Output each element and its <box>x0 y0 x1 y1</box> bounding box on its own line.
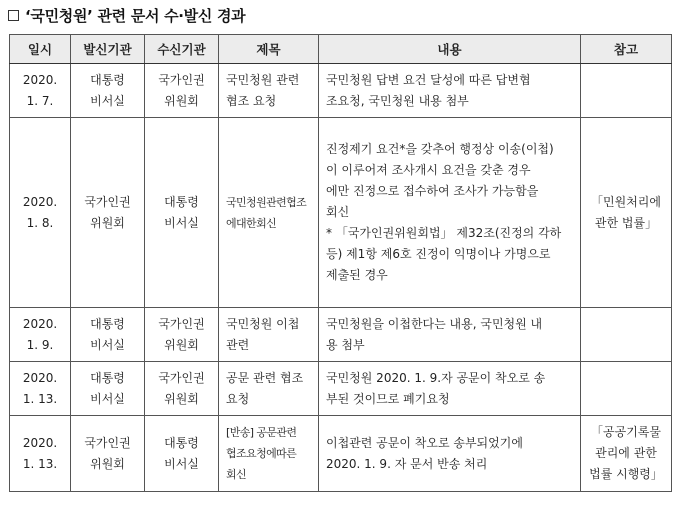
cell-note: 「민원처리에 관한 법률」 <box>581 118 672 308</box>
cell-date: 2020. 1. 8. <box>10 118 71 308</box>
header-content: 내용 <box>319 35 581 64</box>
cell-note <box>581 362 672 416</box>
table-row <box>10 362 672 416</box>
cell-receiver: 대통령 비서실 <box>145 118 219 308</box>
checkbox-square-icon <box>8 10 19 21</box>
table-row <box>10 64 672 118</box>
cell-subject: 국민청원 관련 협조 요청 <box>219 64 319 118</box>
cell-sender: 국가인권 위원회 <box>71 416 145 492</box>
cell-sender: 대통령 비서실 <box>71 362 145 416</box>
cell-content: 국민청원을 이첩한다는 내용, 국민청원 내 용 첨부 <box>319 308 581 362</box>
cell-note <box>581 64 672 118</box>
cell-date: 2020. 1. 7. <box>10 64 71 118</box>
cell-content: 이첩관련 공문이 착오로 송부되었기에 2020. 1. 9. 자 문서 반송 처리 <box>319 416 581 492</box>
cell-date: 2020. 1. 13. <box>10 362 71 416</box>
cell-receiver: 대통령 비서실 <box>145 416 219 492</box>
header-date: 일시 <box>10 35 71 64</box>
cell-receiver: 국가인권 위원회 <box>145 308 219 362</box>
cell-subject: [반송] 공문관련 협조요청에따른 회신 <box>219 416 319 492</box>
cell-receiver: 국가인권 위원회 <box>145 64 219 118</box>
header-receiver: 수신기관 <box>145 35 219 64</box>
cell-content: 진정제기 요건*을 갖추어 행정상 이송(이첩) 이 이루어져 조사개시 요건을 갖춘 경우 에만 진정으로 접수하여 조사가 가능함을 회신 * 「국가인권위원회법」 제32조(진정의 각하 등) 제1항 제6호 진정이 익명이나 가명으로 제출된 경우 <box>319 118 581 308</box>
cell-date: 2020. 1. 13. <box>10 416 71 492</box>
correspondence-table <box>9 34 672 492</box>
header-note: 참고 <box>581 35 672 64</box>
header-subject: 제목 <box>219 35 319 64</box>
document-title-text: ‘국민청원’ 관련 문서 수·발신 경과 <box>25 6 246 25</box>
table-row <box>10 416 672 492</box>
table-row <box>10 118 672 308</box>
header-sender: 발신기관 <box>71 35 145 64</box>
document-title <box>8 4 245 26</box>
cell-note <box>581 308 672 362</box>
table-header-row <box>10 35 672 64</box>
cell-date: 2020. 1. 9. <box>10 308 71 362</box>
cell-sender: 국가인권 위원회 <box>71 118 145 308</box>
cell-content: 국민청원 답변 요건 달성에 따른 답변협 조요청, 국민청원 내용 첨부 <box>319 64 581 118</box>
cell-note: 「공공기록물 관리에 관한 법률 시행령」 <box>581 416 672 492</box>
cell-receiver: 국가인권 위원회 <box>145 362 219 416</box>
cell-sender: 대통령 비서실 <box>71 64 145 118</box>
cell-subject: 국민청원관련협조 에대한회신 <box>219 118 319 308</box>
cell-subject: 국민청원 이첩 관련 <box>219 308 319 362</box>
table-row <box>10 308 672 362</box>
cell-sender: 대통령 비서실 <box>71 308 145 362</box>
cell-subject: 공문 관련 협조 요청 <box>219 362 319 416</box>
cell-content: 국민청원 2020. 1. 9.자 공문이 착오로 송 부된 것이므로 폐기요청 <box>319 362 581 416</box>
